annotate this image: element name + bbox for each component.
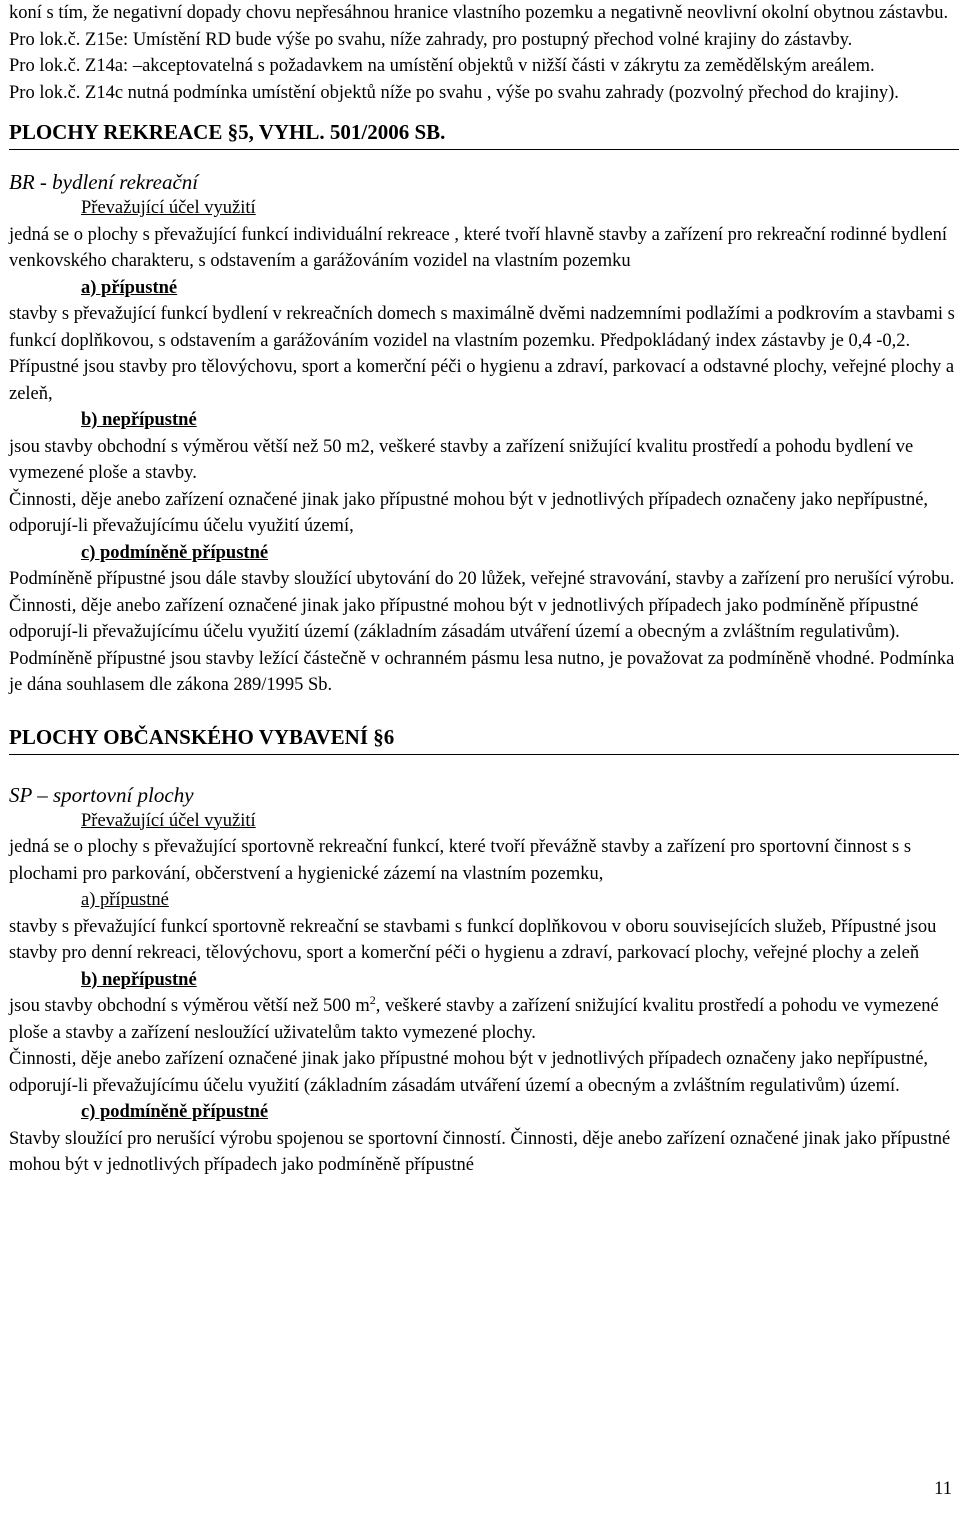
allowed-text: stavby s převažující funkcí bydlení v rekreačních domech s maximálně dvěmi nadzemními podlažími a podkrovím a stavbami s funkcí doplňkovou, s odstavením a garážováním vozidel na vlastním pozemku. Předpokládaný index zástavby je 0,4 -0,2. Přípustné jsou stavby pro tělovýchovu, sport a komerční péči o hygienu a zdraví, parkovací a odstavné plochy, veřejné plochy a zeleň, xyxy=(9,304,955,404)
page-number: 11 xyxy=(934,1479,952,1499)
forbidden-text: jsou stavby obchodní s výměrou větší než 50 m2, veškeré stavby a zařízení snižující kvalitu prostředí a pohodu bydlení ve vymezené ploše a stavby. xyxy=(9,436,914,483)
forbidden-label: b) nepřípustné xyxy=(81,969,197,990)
forbidden-text xyxy=(9,993,959,1046)
zone-title-br: BR - bydlení rekreační xyxy=(9,170,199,194)
forbidden-text-activities: Činnosti, děje anebo zařízení označené jinak jako přípustné mohou být v jednotlivých případech označeny jako nepřípustné, odporují-li převažujícímu účelu využití území, xyxy=(9,489,929,536)
purpose-text: jedná se o plochy s převažující funkcí individuální rekreace , které tvoří hlavně stavby a zařízení pro rekreační rodinné bydlení venkovského charakteru, s odstavením a garážováním vozidel na vlastním pozemku xyxy=(9,224,947,271)
allowed-label: a) přípustné xyxy=(81,890,169,910)
intro-paragraph-3: Pro lok.č. Z14a: –akceptovatelná s požadavkem na umístění objektů v nižší části v zákrytu za zemědělským areálem. xyxy=(9,56,875,76)
intro-paragraph-2: Pro lok.č. Z15e: Umístění RD bude výše po svahu, níže zahrady, pro postupný přechod volné krajiny do zástavby. xyxy=(9,29,853,50)
allowed-text: stavby s převažující funkcí sportovně rekreační se stavbami s funkcí doplňkovou v oboru souvisejících služeb, Přípustné jsou stavby pro denní rekreaci, tělovýchovu, sport a komerční péči o hygienu a zdraví, parkovací plochy, veřejné plochy a zeleň xyxy=(9,916,937,963)
conditional-label: c) podmíněně přípustné xyxy=(81,1102,269,1122)
section-heading-obcanske: PLOCHY OBČANSKÉHO VYBAVENÍ §6 xyxy=(9,723,959,755)
conditional-text: Podmíněně přípustné jsou dále stavby sloužící ubytování do 20 lůžek, veřejné stravování, stavby a zařízení pro nerušící výrobu. Činnosti, děje anebo zařízení označené jinak jako přípustné mohou být v jednotlivých případech jako podmíněně přípustné odporují-li převažujícímu účelu využití území (základním zásadám utváření území a obecným a zvláštním regulativům). Podmíněně přípustné jsou stavby ležící částečně v ochranném pásmu lesa nutno, je považovat za podmíněně vhodné. Podmínka je dána souhlasem dle zákona 289/1995 Sb. xyxy=(9,569,955,695)
forbidden-label: b) nepřípustné xyxy=(81,410,197,430)
section-heading-rekreace: PLOCHY REKREACE §5, VYHL. 501/2006 SB. xyxy=(9,118,959,150)
forbidden-text-part-2: , veškeré stavby a zařízení snižující kvalitu prostředí a pohodu ve vymezené ploše a stavby a zařízení nesloužící uživatelům takto vymezené plochy. xyxy=(9,996,939,1043)
intro-paragraph-1: koní s tím, že negativní dopady chovu nepřesáhnou hranice vlastního pozemku a negativně neovlivní okolní obytnou zástavbu. xyxy=(9,3,949,23)
zone-title-sp: SP – sportovní plochy xyxy=(9,782,194,807)
purpose-label: Převažující účel využití xyxy=(81,198,256,218)
forbidden-text-part-1: jsou stavby obchodní s výměrou větší než 500 m xyxy=(9,996,370,1016)
conditional-label: c) podmíněně přípustné xyxy=(81,542,269,563)
purpose-text: jedná se o plochy s převažující sportovně rekreační funkcí, které tvoří převážně stavby a zařízení pro sportovní činnost s s plochami pro parkování, občerstvení a hygienické zázemí na vlastním pozemku, xyxy=(9,837,912,884)
allowed-label: a) přípustné xyxy=(81,277,178,298)
purpose-label: Převažující účel využití xyxy=(81,810,256,831)
intro-paragraph-4: Pro lok.č. Z14c nutná podmínka umístění objektů níže po svahu , výše po svahu zahrady (pozvolný přechod do krajiny). xyxy=(9,82,899,103)
superscript-2: 2 xyxy=(369,992,376,1007)
document-page xyxy=(9,0,959,1179)
conditional-text: Stavby sloužící pro nerušící výrobu spojenou se sportovní činností. Činnosti, děje anebo zařízení označené jinak jako přípustné mohou být v jednotlivých případech jako podmíněně přípustné xyxy=(9,1128,951,1175)
forbidden-text-activities: Činnosti, děje anebo zařízení označené jinak jako přípustné mohou být v jednotlivých případech označeny jako nepřípustné, odporují-li převažujícímu účelu využití (základním zásadám utváření území a obecným a zvláštním regulativům) území. xyxy=(9,1049,929,1096)
